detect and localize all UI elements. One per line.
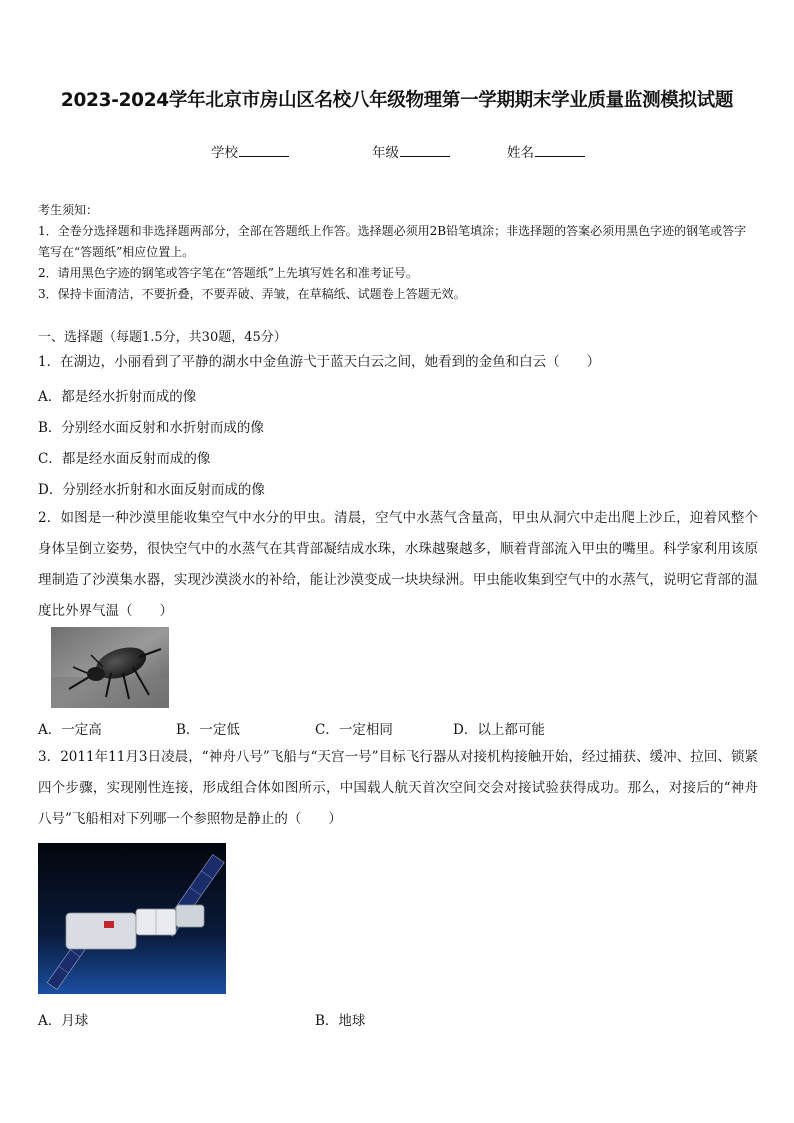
beetle-image — [51, 627, 169, 708]
name-label: 姓名 — [507, 145, 534, 161]
name-field[interactable] — [507, 141, 585, 161]
spacecraft-image — [38, 843, 226, 994]
grade-label: 年级 — [372, 145, 399, 161]
page-title: 2023-2024学年北京市房山区名校八年级物理第一学期期末学业质量监测模拟试题 — [60, 90, 734, 111]
question-1-stem: 1．在湖边，小丽看到了平静的湖水中金鱼游弋于蓝天白云之间，她看到的金鱼和白云（ ） — [38, 354, 601, 370]
question-2-option-b[interactable]: B．一定低 — [176, 722, 240, 738]
grade-blank[interactable] — [400, 144, 450, 157]
question-1-option-c[interactable]: C．都是经水面反射而成的像 — [38, 451, 211, 467]
question-1-option-b[interactable]: B．分别经水面反射和水折射而成的像 — [38, 420, 264, 436]
notice-item: 3．保持卡面清洁，不要折叠，不要弄破、弄皱，在草稿纸、试题卷上答题无效。 — [38, 287, 466, 301]
school-field[interactable] — [211, 141, 289, 161]
school-label: 学校 — [211, 145, 238, 161]
name-blank[interactable] — [535, 144, 585, 157]
question-2-stem: 2．如图是一种沙漠里能收集空气中水分的甲虫。清晨，空气中水蒸气含量高，甲虫从洞穴中走出爬上沙丘，迎着风整个身体呈倒立姿势，很快空气中的水蒸气在其背部凝结成水珠，水珠越聚越多，顺着背部流入甲虫的嘴里。科学家利用该原理制造了沙漠集水器，实现沙漠淡水的补给，能让沙漠变成一块块绿洲。甲虫能收集到空气中的水蒸气，说明它背部的温度比外界气温（ ） — [38, 510, 758, 619]
section-header: 一、选择题（每题1.5分，共30题，45分） — [38, 330, 287, 345]
question-1-option-a[interactable]: A．都是经水折射而成的像 — [38, 389, 197, 405]
question-1-option-d[interactable]: D．分别经水折射和水面反射而成的像 — [38, 482, 265, 498]
school-blank[interactable] — [239, 144, 289, 157]
question-3-option-b[interactable]: B．地球 — [315, 1013, 366, 1029]
question-3-option-a[interactable]: A．月球 — [38, 1013, 89, 1029]
question-2-option-c[interactable]: C．一定相同 — [315, 722, 393, 738]
notice-heading: 考生须知： — [38, 203, 99, 217]
question-2-option-d[interactable]: D．以上都可能 — [453, 722, 545, 738]
question-3-stem: 3．2011年11月3日凌晨，“神舟八号”飞船与“天宫一号”目标飞行器从对接机构接触开始，经过捕获、缓冲、拉回、锁紧四个步骤，实现刚性连接，形成组合体如图所示，中国载人航天首次空间交会对接试验获得成功。那么，对接后的“神舟八号”飞船相对下列哪一个参照物是静止的（ ） — [38, 749, 758, 827]
grade-field[interactable] — [372, 141, 450, 161]
notice-item: 1．全卷分选择题和非选择题两部分，全部在答题纸上作答。选择题必须用2B铅笔填涂；非选择题的答案必须用黑色字迹的钢笔或答字笔写在“答题纸”相应位置上。 — [38, 224, 747, 259]
notice-item: 2．请用黑色字迹的钢笔或答字笔在“答题纸”上先填写姓名和准考证号。 — [38, 266, 418, 280]
question-2-option-a[interactable]: A．一定高 — [38, 722, 102, 738]
